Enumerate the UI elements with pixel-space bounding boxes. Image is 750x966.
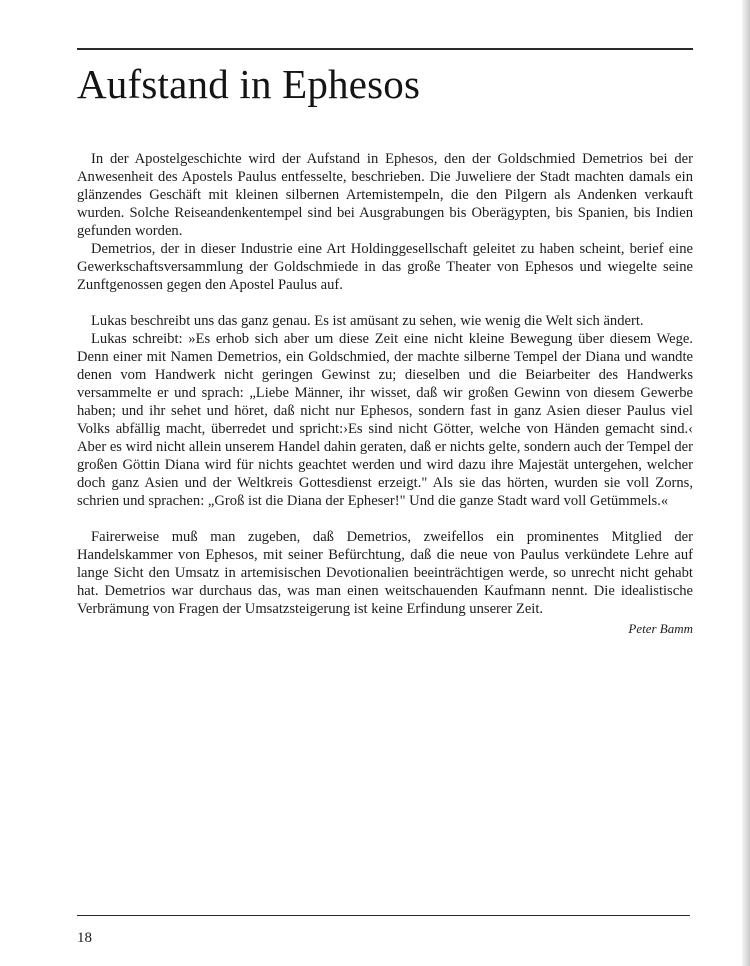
top-rule bbox=[77, 48, 693, 50]
paragraph-lukas-quote: Lukas schreibt: »Es erhob sich aber um diese Zeit eine nicht kleine Bewegung über diesem Wege. Denn einer mit Namen Demetrios, ein Goldschmied, der machte silberne Tempel der Diana und wandte denen vom Handwerk nicht geringen Gewinst zu; dieselben und die Beiarbeiter des Handwerks versammelte er und sprach: „Liebe Männer, ihr wisset, daß wir großen Gewinn von diesem Gewerbe haben; und ihr sehet und höret, daß nicht nur Ephesos, sondern fast in ganz Asien dieser Paulus viel Volks abfällig macht, überredet und spricht:›Es sind nicht Götter, welche von Händen gemacht sind.‹ Aber es wird nicht allein unserem Handel dahin geraten, daß er nichts gelte, sondern auch der Tempel der großen Göttin Diana wird für nichts geachtet werden und wird dazu ihre Majestät untergehen, welcher doch ganz Asien und der Weltkreis Gottesdienst erzeigt." Als sie das hörten, wurden sie voll Zorns, schrien und sprachen: „Groß ist die Diana der Epheser!" Und die ganze Stadt ward voll Getümmels.« bbox=[77, 331, 693, 509]
page-title: Aufstand in Ephesos bbox=[77, 61, 421, 107]
article-body bbox=[77, 150, 693, 638]
page-number: 18 bbox=[77, 930, 92, 946]
paragraph-conclusion: Fairerweise muß man zugeben, daß Demetrios, zweifellos ein prominentes Mitglied der Handelskammer von Ephesos, mit seiner Befürchtung, daß die neue von Paulus verkündete Lehre auf lange Sicht den Umsatz in artemisischen Devotionalien beeinträchtigen werde, so unrecht nicht gehabt hat. Demetrios war durchaus das, was man einen weitschauenden Kaufmann nennt. Die idealistische Verbrämung von Fragen der Umsatzsteigerung ist keine Erfindung unserer Zeit. bbox=[77, 529, 693, 617]
author-signature: Peter Bamm bbox=[628, 621, 693, 636]
paragraph-intro: In der Apostelgeschichte wird der Aufstand in Ephesos, den der Goldschmied Demetrios bei der Anwesenheit des Apostels Paulus entfesselte, beschrieben. Die Juweliere der Stadt machten damals ein glänzendes Geschäft mit kleinen silbernen Artemistempeln, die den Pilgern als Andenken verkauft wurden. Solche Reiseandenkentempel sind bei Ausgrabungen bis Oberägypten, bis Spanien, bis Indien gefunden worden. bbox=[77, 151, 693, 239]
page-edge-shadow bbox=[742, 0, 750, 966]
paragraph-demetrios: Demetrios, der in dieser Industrie eine Art Holdinggesellschaft geleitet zu haben scheint, berief eine Gewerkschaftsversammlung der Goldschmiede in das große Theater von Ephesos und wiegelte seine Zunftgenossen gegen den Apostel Paulus auf. bbox=[77, 241, 693, 293]
bottom-rule bbox=[77, 915, 690, 916]
paragraph-lukas-intro: Lukas beschreibt uns das ganz genau. Es ist amüsant zu sehen, wie wenig die Welt sich ändert. bbox=[91, 313, 644, 329]
